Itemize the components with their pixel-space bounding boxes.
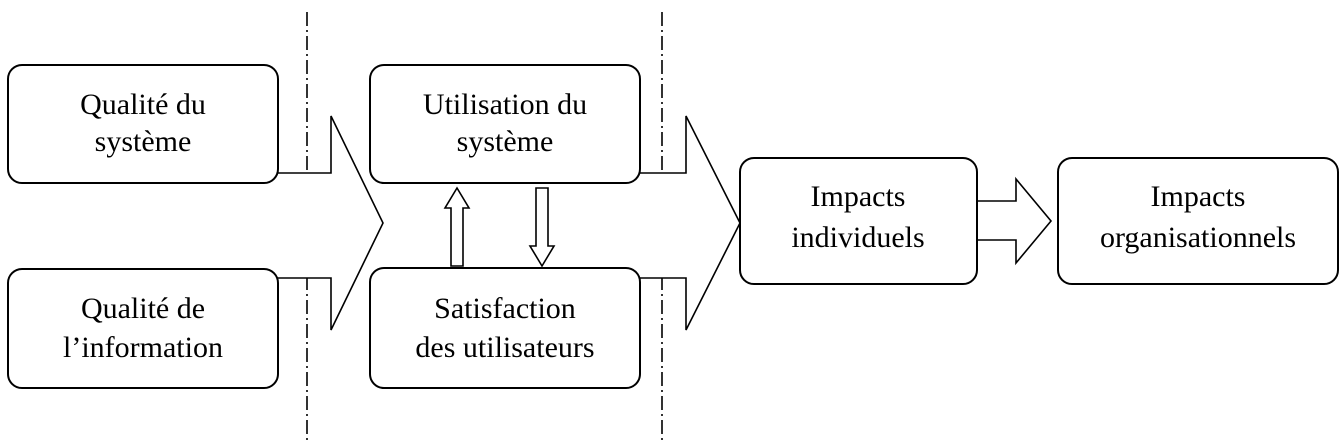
node-individual-impacts xyxy=(740,158,977,284)
node-system-quality xyxy=(8,65,278,183)
node-user-satisfaction-line2: des utilisateurs xyxy=(415,331,595,364)
node-organizational-impacts xyxy=(1058,158,1338,284)
node-individual-impacts-line2: individuels xyxy=(791,221,925,254)
impacts-to-organizational-arrow xyxy=(976,179,1051,263)
node-user-satisfaction xyxy=(370,268,640,388)
node-user-satisfaction-box xyxy=(370,268,640,388)
node-user-satisfaction-line1: Satisfaction xyxy=(434,292,576,325)
node-information-quality xyxy=(8,269,278,388)
node-system-use-line2: système xyxy=(456,125,554,158)
node-system-quality-box xyxy=(8,65,278,183)
node-system-quality-line1: Qualité du xyxy=(80,88,206,121)
node-information-quality-box xyxy=(8,269,278,388)
node-system-use-line1: Utilisation du xyxy=(422,88,588,121)
node-information-quality-line1: Qualité de xyxy=(80,292,206,325)
use-to-impacts-arrow xyxy=(638,116,740,330)
node-organizational-impacts-line2: organisationnels xyxy=(1099,221,1297,254)
use-to-satisfaction-down-arrow xyxy=(530,188,554,266)
node-system-quality-line2: système xyxy=(94,125,192,158)
node-system-use xyxy=(370,65,640,183)
node-organizational-impacts-line1: Impacts xyxy=(1150,180,1246,213)
node-individual-impacts-line1: Impacts xyxy=(810,180,906,213)
node-system-use-box xyxy=(370,65,640,183)
node-information-quality-line2: l’information xyxy=(63,331,223,364)
quality-to-use-arrow xyxy=(276,116,383,330)
satisfaction-to-use-up-arrow xyxy=(445,188,469,266)
